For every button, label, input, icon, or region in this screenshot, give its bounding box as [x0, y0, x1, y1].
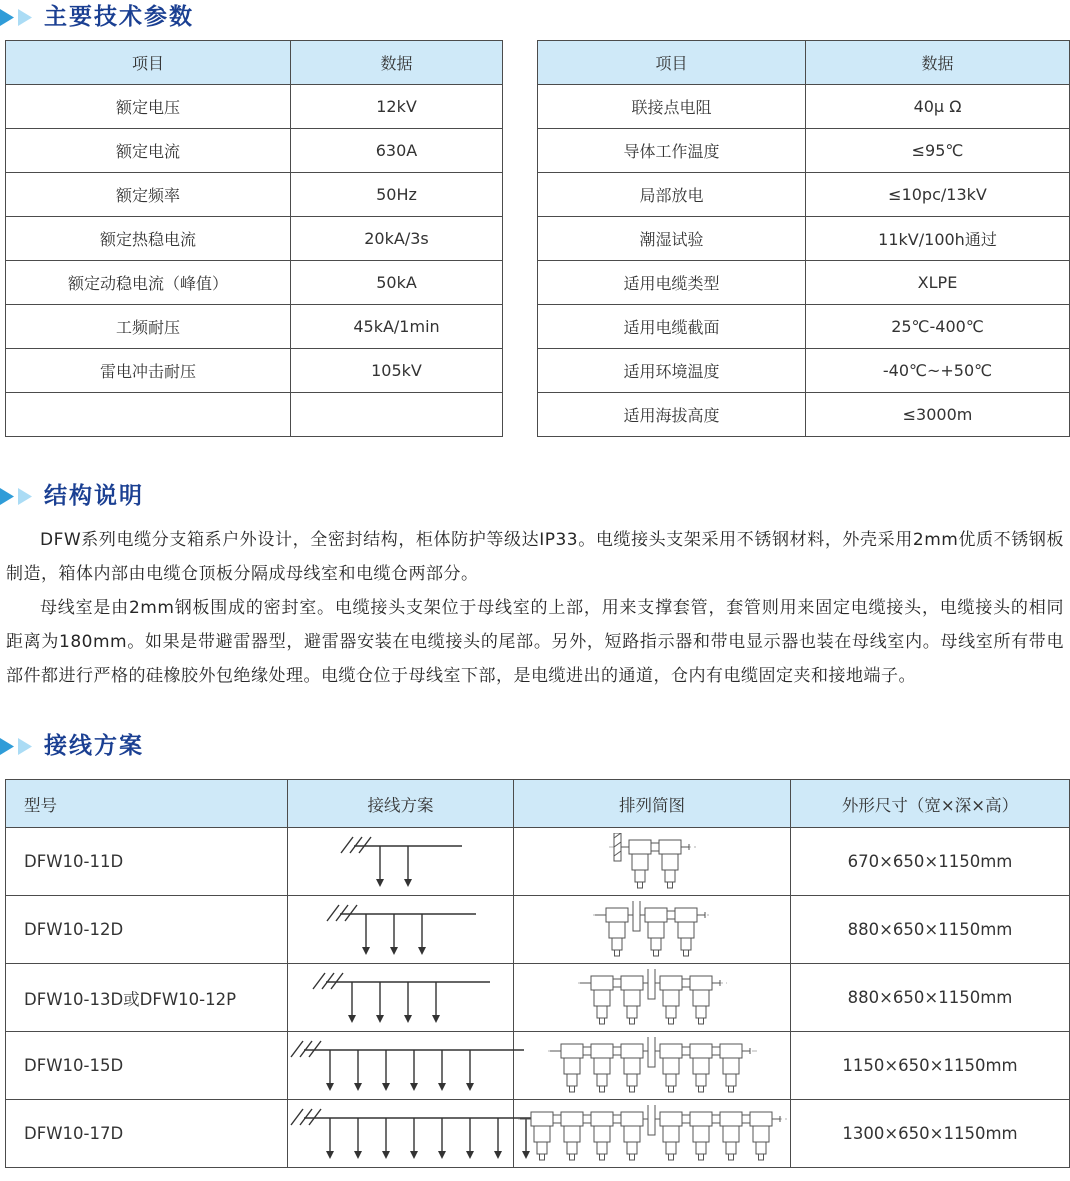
param-name-cell: 局部放电 — [538, 173, 806, 217]
param-value-cell: XLPE — [806, 261, 1070, 305]
param-name-cell — [6, 393, 291, 437]
section-title-text: 接线方案 — [44, 733, 144, 759]
param-value-cell: ≤95℃ — [806, 129, 1070, 173]
arrangement-diagram — [547, 1037, 758, 1095]
parameter-tables — [5, 40, 1070, 437]
arrangement-cell — [514, 896, 791, 964]
wiring-scheme-cell — [288, 896, 514, 964]
table-row — [6, 217, 503, 261]
table-row — [538, 349, 1070, 393]
table-header-row — [6, 41, 503, 85]
column-header-model: 型号 — [6, 780, 288, 828]
section-title-parameters — [0, 4, 1070, 30]
section-wiring-scheme — [0, 733, 1070, 1168]
param-name-cell: 工频耐压 — [6, 305, 291, 349]
double-chevron-icon — [0, 9, 33, 26]
wiring-diagram — [288, 1037, 526, 1095]
section-title-structure — [0, 483, 1070, 509]
wiring-scheme-cell — [288, 1100, 514, 1168]
param-value-cell: 50Hz — [291, 173, 503, 217]
param-name-cell: 雷电冲击耐压 — [6, 349, 291, 393]
wiring-scheme-cell — [288, 964, 514, 1032]
param-value-cell: 630A — [291, 129, 503, 173]
table-row — [538, 217, 1070, 261]
table-row — [6, 1032, 1070, 1100]
column-header-item: 项目 — [538, 41, 806, 85]
table-row — [6, 896, 1070, 964]
table-row — [6, 393, 503, 437]
param-name-cell: 联接点电阻 — [538, 85, 806, 129]
table-header-row — [6, 780, 1070, 828]
column-header-wiring-scheme: 接线方案 — [288, 780, 514, 828]
section-technical-parameters — [0, 4, 1070, 437]
param-name-cell: 适用电缆截面 — [538, 305, 806, 349]
column-header-arrangement: 排列简图 — [514, 780, 791, 828]
table-row — [6, 85, 503, 129]
table-row — [6, 173, 503, 217]
param-value-cell: 105kV — [291, 349, 503, 393]
section-title-wiring — [0, 733, 1070, 759]
param-value-cell: 45kA/1min — [291, 305, 503, 349]
param-value-cell: 40μ Ω — [806, 85, 1070, 129]
param-value-cell: -40℃~+50℃ — [806, 349, 1070, 393]
wiring-scheme-table — [5, 779, 1070, 1168]
arrangement-diagram — [577, 969, 728, 1027]
arrangement-cell — [514, 1032, 791, 1100]
param-name-cell: 适用海拔高度 — [538, 393, 806, 437]
param-name-cell: 额定动稳电流（峰值） — [6, 261, 291, 305]
table-row — [6, 305, 503, 349]
table-row — [538, 261, 1070, 305]
param-value-cell: ≤10pc/13kV — [806, 173, 1070, 217]
double-chevron-icon — [0, 738, 33, 755]
dimensions-cell: 1150×650×1150mm — [791, 1032, 1070, 1100]
arrangement-cell — [514, 964, 791, 1032]
param-value-cell: 25℃-400℃ — [806, 305, 1070, 349]
table-row — [6, 1100, 1070, 1168]
table-row — [538, 129, 1070, 173]
param-table-left — [5, 40, 503, 437]
wiring-diagram — [310, 969, 492, 1027]
model-cell: DFW10-13D或DFW10-12P — [6, 964, 288, 1032]
arrangement-diagram — [517, 1105, 788, 1163]
structure-paragraph-1: DFW系列电缆分支箱系户外设计，全密封结构，柜体防护等级达IP33。电缆接头支架采用不锈钢材料，外壳采用2mm优质不锈钢板制造，箱体内部由电缆仓顶板分隔成母线室和电缆仓两部分。 — [6, 530, 1064, 584]
table-row — [6, 261, 503, 305]
dimensions-cell: 670×650×1150mm — [791, 828, 1070, 896]
param-name-cell: 额定频率 — [6, 173, 291, 217]
table-row — [6, 349, 503, 393]
table-row — [538, 85, 1070, 129]
section-structure-description — [0, 483, 1070, 693]
param-name-cell: 导体工作温度 — [538, 129, 806, 173]
section-title-text: 结构说明 — [44, 483, 144, 509]
param-value-cell: 50kA — [291, 261, 503, 305]
column-header-value: 数据 — [806, 41, 1070, 85]
param-value-cell: 20kA/3s — [291, 217, 503, 261]
structure-paragraph-2: 母线室是由2mm钢板围成的密封室。电缆接头支架位于母线室的上部，用来支撑套管，套管则用来固定电缆接头，电缆接头的相同距离为180mm。如果是带避雷器型，避雷器安装在电缆接头的尾部。另外，短路指示器和带电显示器也装在母线室内。母线室所有带电部件都进行严格的硅橡胶外包绝缘处理。电缆仓位于母线室下部，是电缆进出的通道，仓内有电缆固定夹和接地端子。 — [6, 598, 1064, 686]
table-row — [538, 305, 1070, 349]
arrangement-cell — [514, 1100, 791, 1168]
model-cell: DFW10-15D — [6, 1032, 288, 1100]
model-cell: DFW10-11D — [6, 828, 288, 896]
structure-paragraphs — [6, 523, 1064, 693]
param-name-cell: 适用电缆类型 — [538, 261, 806, 305]
arrangement-diagram — [592, 901, 713, 959]
column-header-item: 项目 — [6, 41, 291, 85]
dimensions-cell: 1300×650×1150mm — [791, 1100, 1070, 1168]
arrangement-diagram — [608, 833, 697, 891]
param-name-cell: 额定电流 — [6, 129, 291, 173]
wiring-scheme-cell — [288, 828, 514, 896]
table-row — [6, 964, 1070, 1032]
param-value-cell: 11kV/100h通过 — [806, 217, 1070, 261]
param-name-cell: 额定热稳电流 — [6, 217, 291, 261]
model-cell: DFW10-12D — [6, 896, 288, 964]
param-value-cell — [291, 393, 503, 437]
arrangement-cell — [514, 828, 791, 896]
wiring-scheme-cell — [288, 1032, 514, 1100]
wiring-diagram — [324, 901, 478, 959]
param-value-cell: 12kV — [291, 85, 503, 129]
dimensions-cell: 880×650×1150mm — [791, 896, 1070, 964]
table-row — [538, 173, 1070, 217]
table-row — [538, 393, 1070, 437]
column-header-dimensions: 外形尺寸（宽×深×高） — [791, 780, 1070, 828]
param-table-right — [537, 40, 1070, 437]
double-chevron-icon — [0, 488, 33, 505]
table-header-row — [538, 41, 1070, 85]
param-name-cell: 额定电压 — [6, 85, 291, 129]
param-value-cell: ≤3000m — [806, 393, 1070, 437]
param-name-cell: 潮湿试验 — [538, 217, 806, 261]
model-cell: DFW10-17D — [6, 1100, 288, 1168]
param-name-cell: 适用环境温度 — [538, 349, 806, 393]
column-header-value: 数据 — [291, 41, 503, 85]
section-title-text: 主要技术参数 — [44, 4, 194, 30]
table-row — [6, 828, 1070, 896]
wiring-diagram — [338, 833, 464, 891]
table-row — [6, 129, 503, 173]
dimensions-cell: 880×650×1150mm — [791, 964, 1070, 1032]
